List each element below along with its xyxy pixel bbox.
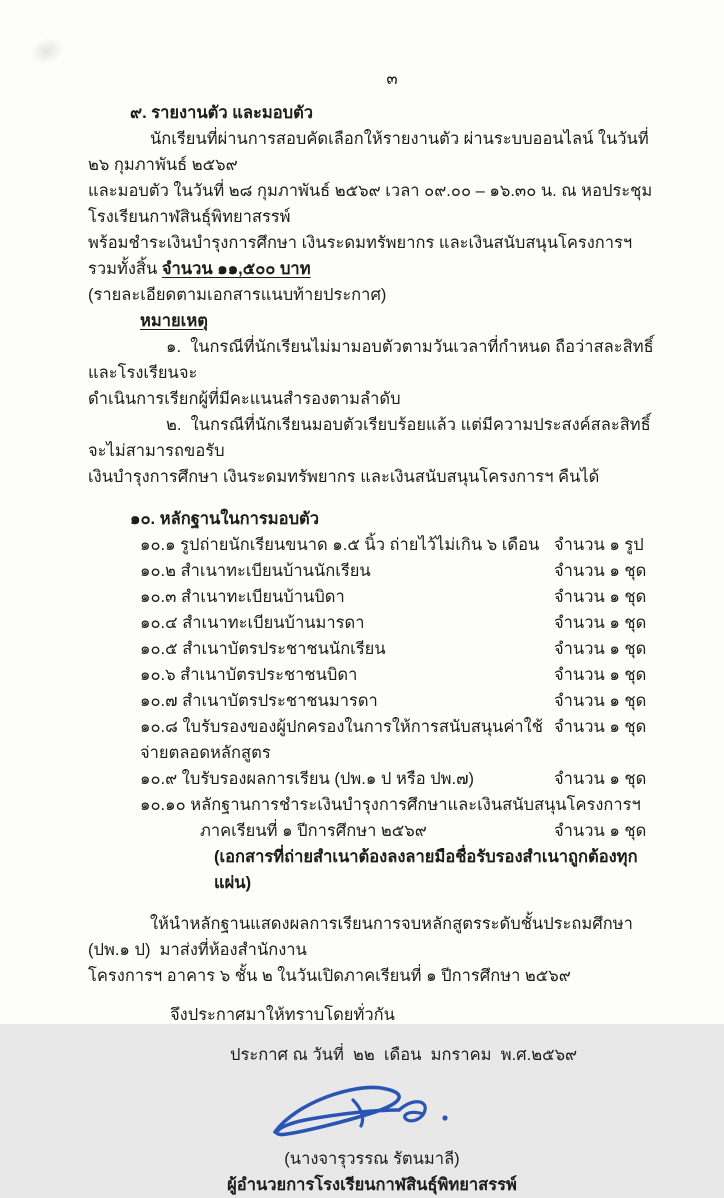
evidence-row	[88, 636, 666, 662]
evidence-label: ๑๐.๒ สำเนาทะเบียนบ้านนักเรียน	[140, 562, 371, 580]
evidence-row	[88, 532, 666, 558]
section-10-heading: ๑๐. หลักฐานในการมอบตัว	[130, 510, 320, 528]
evidence-row	[88, 688, 666, 714]
evidence-label: ภาคเรียนที่ ๑ ปีการศึกษา ๒๕๖๙	[200, 822, 427, 840]
signer-title: ผู้อำนวยการโรงเรียนกาฬสินธุ์พิทยาสรรพ์	[227, 1176, 517, 1194]
note-1-line-2: ดำเนินการเรียกผู้ที่มีคะแนนสำรองตามลำดับ	[88, 390, 401, 408]
evidence-qty: จำนวน ๑ ชุด	[554, 588, 647, 606]
note-2-line-1: ๒. ในกรณีที่นักเรียนมอบตัวเรียบร้อยแล้ว แต่มีความประสงค์สละสิทธิ์ จะไม่สามารถขอรับ	[88, 416, 656, 460]
evidence-label: ๑๐.๔ สำเนาทะเบียนบ้านมารดา	[140, 614, 365, 632]
evidence-row	[88, 662, 666, 688]
evidence-qty: จำนวน ๑ รูป	[554, 536, 644, 554]
evidence-qty: จำนวน ๑ ชุด	[554, 562, 647, 580]
signer-name: (นางจารุวรรณ รัตนมาลี)	[284, 1150, 460, 1168]
evidence-row	[88, 714, 666, 766]
evidence-label: ๑๐.๓ สำเนาทะเบียนบ้านบิดา	[140, 588, 345, 606]
section-9-line-4: (รายละเอียดตามเอกสารแนบท้ายประกาศ)	[88, 286, 387, 304]
copy-certification-note: (เอกสารที่ถ่ายสำเนาต้องลงลายมือชื่อรับรองสำเนาถูกต้องทุกแผ่น)	[214, 848, 638, 892]
closing-line-2: โครงการฯ อาคาร ๖ ชั้น ๒ ในวันเปิดภาคเรียนที่ ๑ ปีการศึกษา ๒๕๖๙	[88, 967, 571, 985]
note-1-line-1: ๑. ในกรณีที่นักเรียนไม่มามอบตัวตามวันเวลาที่กำหนด ถือว่าสละสิทธิ์ และโรงเรียนจะ	[88, 338, 663, 382]
evidence-label: ๑๐.๙ ใบรับรองผลการเรียน (ปพ.๑ ป หรือ ปพ.๗)	[140, 770, 475, 788]
evidence-label: ๑๐.๖ สำเนาบัตรประชาชนบิดา	[140, 666, 358, 684]
section-9-line-2: และมอบตัว ในวันที่ ๒๘ กุมภาพันธ์ ๒๕๖๙ เวลา ๐๙.๐๐ – ๑๖.๓๐ น. ณ หอประชุมโรงเรียนกาฬสินธุ์พิทยาสรรพ์	[88, 182, 653, 226]
page-number: ๓	[386, 70, 398, 88]
evidence-qty: จำนวน ๑ ชุด	[554, 614, 647, 632]
spacer	[88, 490, 666, 506]
closing-paragraph	[88, 911, 666, 989]
total-amount: จำนวน ๑๑,๕๐๐ บาท	[161, 260, 311, 278]
evidence-qty: จำนวน ๑ ชุด	[554, 770, 647, 788]
section-9-line-1: นักเรียนที่ผ่านการสอบคัดเลือกให้รายงานตัว ผ่านระบบออนไลน์ ในวันที่ ๒๖ กุมภาพันธ์ ๒๕๖๙	[88, 130, 654, 174]
evidence-row	[88, 610, 666, 636]
note-2-line-2: เงินบำรุงการศึกษา เงินระดมทรัพยากร และเงินสนับสนุนโครงการฯ คืนได้	[88, 468, 600, 486]
signature-block	[88, 1074, 666, 1198]
evidence-label: ๑๐.๘ ใบรับรองของผู้ปกครองในการให้การสนับสนุนค่าใช้จ่ายตลอดหลักสูตร	[140, 718, 543, 762]
evidence-label: ๑๐.๑ รูปถ่ายนักเรียนขนาด ๑.๕ นิ้ว ถ่ายไว้ไม่เกิน ๖ เดือน	[140, 536, 540, 554]
evidence-label: ๑๐.๑๐ หลักฐานการชำระเงินบำรุงการศึกษาและเงินสนับสนุนโครงการฯ	[140, 796, 641, 814]
evidence-qty: จำนวน ๑ ชุด	[554, 666, 647, 684]
notes-heading: หมายเหตุ	[140, 312, 208, 330]
evidence-qty: จำนวน ๑ ชุด	[554, 822, 647, 840]
section-9-heading: ๙. รายงานตัว และมอบตัว	[130, 104, 314, 122]
announcement-statement: จึงประกาศมาให้ทราบโดยทั่วกัน	[170, 1006, 395, 1024]
evidence-row	[88, 766, 666, 792]
evidence-qty: จำนวน ๑ ชุด	[554, 640, 647, 658]
fee-text: พร้อมชำระเงินบำรุงการศึกษา เงินระดมทรัพยากร และเงินสนับสนุนโครงการฯ รวมทั้งสิ้น	[88, 234, 642, 278]
evidence-row-10-10-cont	[88, 818, 666, 844]
announcement-date: ประกาศ ณ วันที่ ๒๒ เดือน มกราคม พ.ศ.๒๕๖๙	[230, 1046, 578, 1064]
evidence-qty: จำนวน ๑ ชุด	[554, 718, 647, 736]
evidence-label: ๑๐.๕ สำเนาบัตรประชาชนนักเรียน	[140, 640, 386, 658]
evidence-row	[88, 558, 666, 584]
evidence-label: ๑๐.๗ สำเนาบัตรประชาชนมารดา	[140, 692, 378, 710]
notes-heading-row	[88, 308, 666, 334]
evidence-qty: จำนวน ๑ ชุด	[554, 692, 647, 710]
evidence-row	[88, 584, 666, 610]
evidence-row-10-10	[88, 792, 666, 818]
scan-smudge	[27, 33, 68, 69]
closing-line-1: ให้นำหลักฐานแสดงผลการเรียนการจบหลักสูตรระดับชั้นประถมศึกษา (ปพ.๑ ป) มาส่งที่ห้องสำนักงาน	[88, 915, 638, 959]
section-9-line-3	[88, 230, 666, 282]
